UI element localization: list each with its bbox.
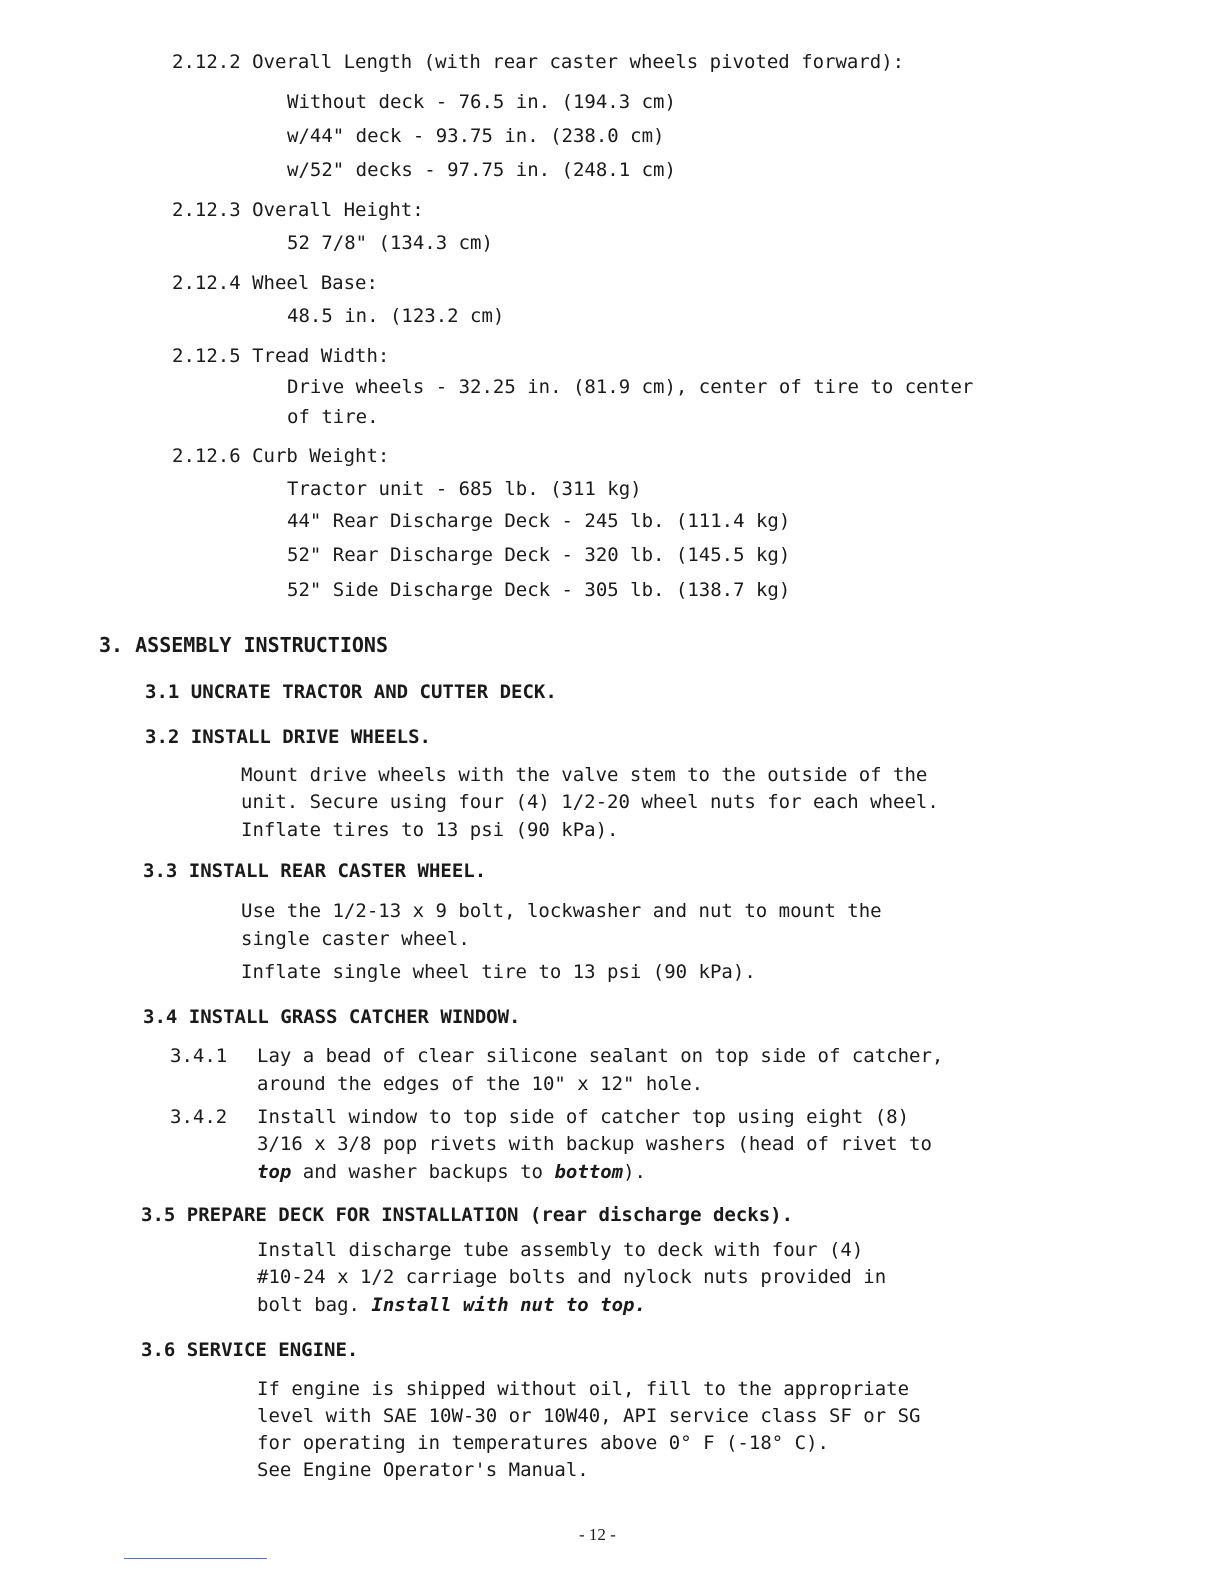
spec-heading-tread-width: 2.12.5 Tread Width: [172, 345, 390, 367]
footer-rule [124, 1558, 267, 1559]
body-line: for operating in temperatures above 0° F (-18° C). [257, 1432, 829, 1454]
spec-heading-overall-height: 2.12.3 Overall Height: [172, 199, 424, 221]
body-text: ). [623, 1161, 646, 1183]
spec-line: w/44" deck - 93.75 in. (238.0 cm) [287, 125, 665, 147]
body-text: and washer backups to [291, 1161, 555, 1183]
subsection-heading-3-1: 3.1 UNCRATE TRACTOR AND CUTTER DECK. [145, 681, 557, 703]
subsection-heading-3-2: 3.2 INSTALL DRIVE WHEELS. [145, 726, 431, 748]
body-line: around the edges of the 10" x 12" hole. [257, 1073, 704, 1095]
spec-line: 52" Side Discharge Deck - 305 lb. (138.7 kg) [287, 579, 791, 601]
spec-line: 52 7/8" (134.3 cm) [287, 232, 493, 254]
body-line: single caster wheel. [241, 928, 470, 950]
spec-line: Tractor unit - 685 lb. (311 kg) [287, 478, 642, 500]
spec-line: w/52" decks - 97.75 in. (248.1 cm) [287, 159, 676, 181]
emphasis-text: bottom [554, 1161, 624, 1183]
body-line: Inflate single wheel tire to 13 psi (90 kPa). [241, 961, 756, 983]
emphasis-text: Install with nut to top. [371, 1294, 646, 1316]
subsection-heading-3-4: 3.4 INSTALL GRASS CATCHER WINDOW. [143, 1006, 521, 1028]
subsection-heading-3-5: 3.5 PREPARE DECK FOR INSTALLATION (rear discharge decks). [141, 1204, 794, 1226]
body-line: Install discharge tube assembly to deck with four (4) [257, 1239, 864, 1261]
body-line [257, 1163, 646, 1182]
spec-heading-curb-weight: 2.12.6 Curb Weight: [172, 445, 390, 467]
emphasis-text: top [257, 1161, 292, 1183]
body-line: #10-24 x 1/2 carriage bolts and nylock nuts provided in [257, 1266, 887, 1288]
spec-line: 52" Rear Discharge Deck - 320 lb. (145.5 kg) [287, 544, 791, 566]
body-line: level with SAE 10W-30 or 10W40, API service class SF or SG [257, 1405, 921, 1427]
page-number: - 12 - [579, 1525, 616, 1544]
body-line: Use the 1/2-13 x 9 bolt, lockwasher and nut to mount the [241, 900, 882, 922]
spec-line: 48.5 in. (123.2 cm) [287, 305, 505, 327]
body-line: If engine is shipped without oil, fill to the appropriate [257, 1378, 910, 1400]
body-line: unit. Secure using four (4) 1/2-20 wheel nuts for each wheel. [241, 791, 939, 813]
step-number: 3.4.1 [170, 1045, 228, 1067]
spec-heading-wheel-base: 2.12.4 Wheel Base: [172, 272, 378, 294]
body-line: Install window to top side of catcher top using eight (8) [257, 1106, 910, 1128]
body-line [257, 1296, 646, 1315]
subsection-heading-3-3: 3.3 INSTALL REAR CASTER WHEEL. [143, 860, 487, 882]
body-line: 3/16 x 3/8 pop rivets with backup washers (head of rivet to [257, 1133, 932, 1155]
body-text: bolt bag. [257, 1294, 372, 1316]
section-title-assembly: 3. ASSEMBLY INSTRUCTIONS [99, 633, 388, 657]
spec-line: Without deck - 76.5 in. (194.3 cm) [287, 91, 676, 113]
body-line: Lay a bead of clear silicone sealant on top side of catcher, [257, 1045, 944, 1067]
body-line: Mount drive wheels with the valve stem to the outside of the [241, 764, 928, 786]
body-line: See Engine Operator's Manual. [257, 1459, 589, 1481]
spec-line: Drive wheels - 32.25 in. (81.9 cm), center of tire to center [287, 376, 974, 398]
step-number: 3.4.2 [170, 1106, 228, 1128]
spec-heading-overall-length: 2.12.2 Overall Length (with rear caster wheels pivoted forward): [172, 51, 905, 73]
subsection-heading-3-6: 3.6 SERVICE ENGINE. [141, 1339, 359, 1361]
spec-line: of tire. [287, 406, 379, 428]
body-line: Inflate tires to 13 psi (90 kPa). [241, 819, 619, 841]
spec-line: 44" Rear Discharge Deck - 245 lb. (111.4 kg) [287, 510, 791, 532]
